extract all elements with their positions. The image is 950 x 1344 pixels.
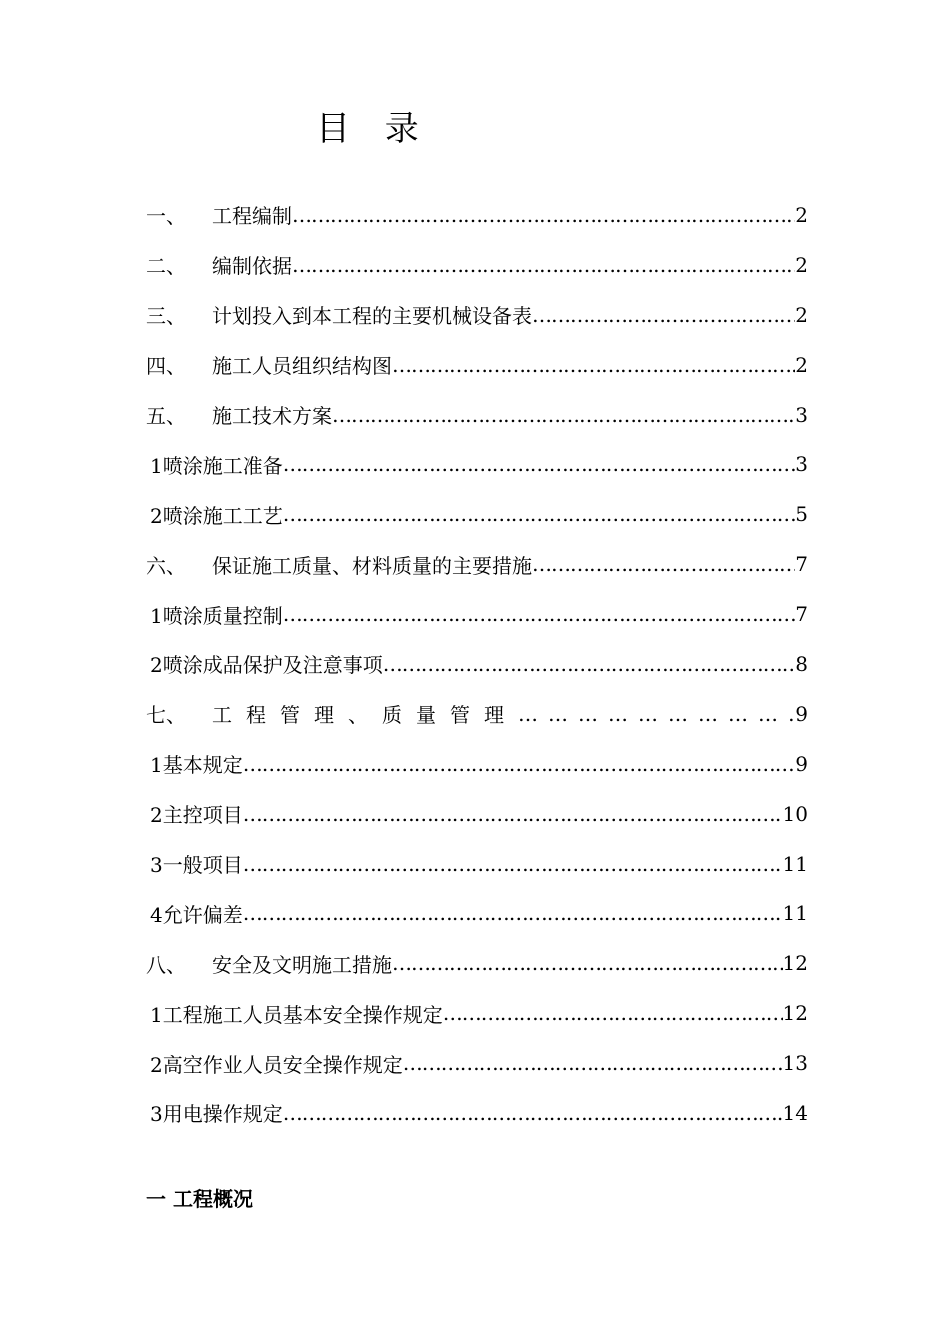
toc-entry-title: 2主控项目: [150, 803, 243, 828]
toc-dot-leader: [283, 452, 796, 476]
toc-entry-number: 七、: [146, 703, 186, 728]
toc-subentry[interactable]: [146, 489, 808, 539]
toc-entry-page: 3: [795, 402, 808, 427]
toc-entry-page: 9: [795, 701, 808, 726]
toc-dot-leader: [403, 1051, 783, 1075]
toc-dot-leader: [283, 502, 796, 526]
toc-entry-page: 11: [782, 901, 808, 926]
toc-entry[interactable]: [146, 390, 808, 440]
toc-entry-title: 编制依据: [212, 254, 292, 279]
toc-subentry[interactable]: [146, 739, 808, 789]
toc-entry-page: 13: [782, 1051, 808, 1076]
toc-entry-page: 2: [795, 252, 808, 277]
toc-entry-page: 3: [795, 452, 808, 477]
toc-subentry[interactable]: [146, 589, 808, 639]
toc-entry-page: 12: [782, 951, 808, 976]
toc-entry-page: 2: [795, 352, 808, 377]
table-of-contents: [146, 190, 808, 1138]
toc-entry[interactable]: [146, 938, 808, 988]
toc-dot-leader: [532, 552, 795, 576]
toc-entry-page: 12: [782, 1001, 808, 1026]
toc-entry-title: 计划投入到本工程的主要机械设备表: [212, 304, 532, 329]
toc-entry-number: 八、: [146, 952, 186, 977]
toc-dot-leader: [292, 253, 795, 277]
toc-dot-leader: [443, 1001, 783, 1025]
toc-dot-leader: [392, 353, 795, 377]
toc-entry[interactable]: [146, 190, 808, 240]
toc-entry-number: 四、: [146, 354, 186, 379]
toc-entry-title: 2喷涂施工工艺: [150, 503, 283, 528]
toc-entry[interactable]: [146, 290, 808, 340]
toc-subentry[interactable]: [146, 639, 808, 689]
toc-subentry[interactable]: [146, 789, 808, 839]
toc-dot-leader: [243, 752, 796, 776]
toc-subentry[interactable]: [146, 439, 808, 489]
toc-dot-leader: [283, 602, 796, 626]
toc-dot-leader: [283, 1101, 783, 1125]
toc-entry-title: 3一般项目: [150, 853, 243, 878]
toc-entry-page: 9: [795, 751, 808, 776]
toc-entry-title: 1喷涂施工准备: [150, 453, 283, 478]
toc-dot-leader: [332, 403, 795, 427]
toc-entry-page: 2: [795, 302, 808, 327]
toc-subentry[interactable]: [146, 988, 808, 1038]
toc-dot-leader: [383, 652, 796, 676]
toc-dot-leader: [392, 951, 783, 975]
toc-entry-page: 14: [782, 1100, 808, 1125]
toc-entry-page: 10: [782, 801, 808, 826]
toc-entry[interactable]: [146, 240, 808, 290]
toc-entry-title: 1基本规定: [150, 753, 243, 778]
toc-dot-leader: [518, 702, 795, 726]
toc-entry-page: 7: [795, 602, 808, 627]
toc-entry-number: 二、: [146, 254, 186, 279]
toc-entry-page: 2: [795, 202, 808, 227]
toc-entry-title: 工程管理、质量管理: [212, 703, 518, 728]
toc-dot-leader: [243, 852, 783, 876]
section-heading: 一 工程概况: [146, 1187, 253, 1211]
toc-entry-title: 2喷涂成品保护及注意事项: [150, 653, 383, 678]
toc-subentry[interactable]: [146, 839, 808, 889]
toc-dot-leader: [243, 802, 783, 826]
toc-dot-leader: [243, 901, 783, 925]
toc-entry-title: 保证施工质量、材料质量的主要措施: [212, 553, 532, 578]
toc-subentry[interactable]: [146, 888, 808, 938]
toc-entry-title: 安全及文明施工措施: [212, 952, 392, 977]
toc-entry-title: 3用电操作规定: [150, 1102, 283, 1127]
toc-entry-title: 施工人员组织结构图: [212, 354, 392, 379]
toc-entry[interactable]: [146, 689, 808, 739]
toc-entry-page: 8: [795, 651, 808, 676]
toc-entry-number: 六、: [146, 553, 186, 578]
toc-entry-title: 2高空作业人员安全操作规定: [150, 1052, 403, 1077]
toc-entry[interactable]: [146, 340, 808, 390]
toc-entry-number: 一、: [146, 204, 186, 229]
toc-dot-leader: [292, 203, 795, 227]
toc-entry[interactable]: [146, 539, 808, 589]
toc-entry-number: 五、: [146, 404, 186, 428]
toc-title: 目 录: [316, 109, 431, 149]
toc-entry-page: 11: [782, 851, 808, 876]
toc-entry-title: 1喷涂质量控制: [150, 603, 283, 628]
toc-entry-page: 7: [795, 552, 808, 577]
toc-entry-title: 1工程施工人员基本安全操作规定: [150, 1002, 443, 1027]
toc-entry-page: 5: [795, 502, 808, 527]
toc-subentry[interactable]: [146, 1088, 808, 1138]
toc-subentry[interactable]: [146, 1038, 808, 1088]
toc-entry-title: 工程编制: [212, 204, 292, 229]
toc-entry-title: 施工技术方案: [212, 404, 332, 428]
toc-entry-number: 三、: [146, 304, 186, 329]
toc-entry-title: 4允许偏差: [150, 902, 243, 927]
toc-dot-leader: [532, 303, 795, 327]
